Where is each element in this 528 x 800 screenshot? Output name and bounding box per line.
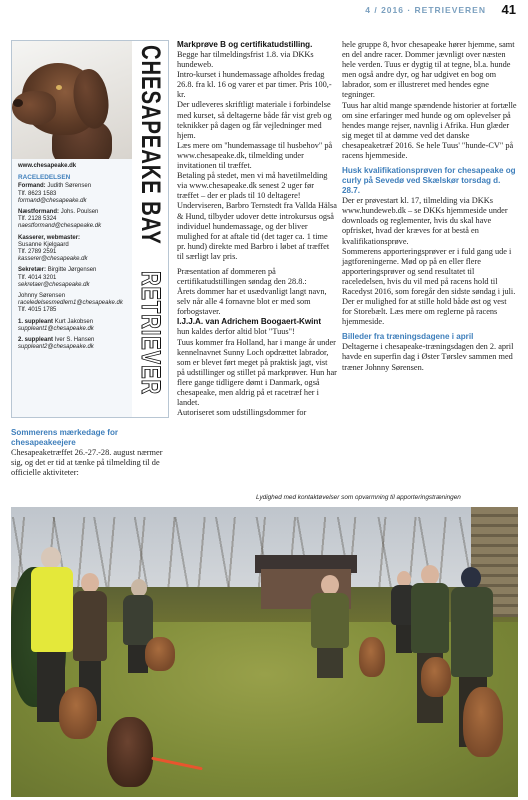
paragraph: Der er prøvestart kl. 17, tilmelding via DKKs www.hundeweb.dk – se DKKs hjemmeside under downloads og reglementer, hvis du skal have opfrisket, hvad der kræves for at bestå en kvalifikationsprøve. xyxy=(342,196,508,246)
paragraph: Betaling på stedet, men vi må havetilmelding via www.chesapeake.dk senest 2 uger før træffet – der er plads til 10 deltagere! Underviseren, Barbro Ternstedt fra Vallda Hälsa & Hund, tilbyder udover dette introkursus også individuel hundemassage, og der bliver mulighed for at aftale tid (det tager ca. 1 time pr. hund) direkte med Barbro i løbet af træffet til særligt lav pris. xyxy=(177,171,337,261)
paragraph: hun kaldes derfor altid blot "Tuus"! xyxy=(177,327,295,337)
paragraph: hele gruppe 8, hvor chesapeake hører hjemme, samt en del andre racer. Dommer jævnligt over næsten hele verden. Tuus er dygtig til at tegne, bl.a. hunde men også andre dyr, og har udgivet en bog om labrador, som er illustreret med hendes egne tegninger. xyxy=(342,40,515,100)
paragraph: Sommerens apporteringsprøver er i fuld gang ude i jagtforeningerne. Mød op på en eller flere apporteringsprøver og send resultatet til raceledelsen, hvis du vil med på racens hold til Racedyst 2016, som foregår den sidste søndag i juli. Der er mulighed for at stille hold både øst og vest for Storebælt. Læs mere om reglerne på racens hjemmeside. xyxy=(342,246,516,327)
page-number: 41 xyxy=(501,2,516,17)
contact-entry: Formand: Judith Sørensen Tlf. 8623 1583 formand@chesapeake.dk xyxy=(18,183,92,204)
contact-list xyxy=(18,163,134,355)
judge-name: I.J.J.A. van Adrichem Boogaert-Kwint xyxy=(177,317,322,327)
title-retriever: RETRIEVER xyxy=(136,271,167,396)
contact-entry: Johnny Sørensen raceledelsesmedlem1@chesapeake.dk Tlf. 4015 1785 xyxy=(18,293,123,314)
vertical-title xyxy=(132,41,168,417)
section-heading: Markprøve B og certifikatudstilling. xyxy=(177,40,313,49)
contact-entry: Næstformand: Johs. Poulsen Tlf. 2128 5324 naestformand@chesapeake.dk xyxy=(18,209,102,230)
retriever-dog xyxy=(107,717,153,787)
page-header xyxy=(0,0,528,20)
paragraph: Der udleveres skriftligt materiale i forbindelse med kurset, så deltagerne både får vist greb og teknikker på dagen og får vejledninger med hjem. xyxy=(177,100,332,140)
section-heading: Husk kvalifikationsprøven for chesapeake og curly på Sevedø ved Skælskør torsdag d. 28.7. xyxy=(342,166,516,196)
section-heading: Sommerens mærkedage for chesapeakeejere xyxy=(11,428,119,447)
paragraph: Autoriseret som udstillingsdommer for xyxy=(177,408,307,418)
contact-entry: Kasserer, webmaster: Susanne Kjelgaard Tlf. 2789 2591 kasserer@chesapeake.dk xyxy=(18,234,88,263)
retriever-dog xyxy=(421,657,451,697)
summer-dates-section xyxy=(11,428,169,478)
contact-entry: Sekretær: Birgitte Jørgensen Tlf. 4014 3201 sekretaer@chesapeake.dk xyxy=(18,267,97,288)
website-link[interactable]: www.chesapeake.dk xyxy=(18,163,77,169)
paragraph: Læs mere om "hundemassage til husbehov" på www.chesapeake.dk, tilmelding under invitationen til træffet. xyxy=(177,140,333,171)
title-chesapeake-bay: CHESAPEAKE BAY xyxy=(136,45,167,245)
paragraph: Intro-kurset i hundemassage afholdes fredag 26.8. fra kl. 16 og varer et par timer. Pris 100,- kr. xyxy=(177,70,332,100)
retriever-dog xyxy=(59,687,97,739)
retriever-dog xyxy=(359,637,385,677)
section-title: RACELEDELSEN xyxy=(18,174,71,182)
chesapeake-dog-portrait xyxy=(12,41,134,159)
paragraph: Tuus har altid mange spændende historier at fortælle om sine erfaringer med hunde og om oplevelser på hendes mange rejser, navnlig i Afrika. Hun glæder sig meget til at dømme ved det danske chesapeaketræf 2016. Se hele Tuus' "hunde-CV" på racens hjemmeside. xyxy=(342,100,517,161)
photo-caption: Lydighed med kontaktøvelser som opvarmning til apporteringstræningen xyxy=(256,494,461,501)
paragraph: Årets dommer har et usædvanligt langt navn, selv når alle 4 fornavne blot er med som forbogstaver. xyxy=(177,287,327,317)
retriever-dog xyxy=(463,687,503,757)
contact-entry: 2. suppleant Iver S. Hansen suppleant2@chesapeake.dk xyxy=(18,337,95,351)
paragraph: Deltagerne i chesapeake-træningsdagen den 2. april havde en superfin dag i Øster Tørslev sammen med træner Johnny Sørensen. xyxy=(342,342,514,372)
paragraph: Præsentation af dommeren på certifikatudstillingen søndag den 28.8.: xyxy=(177,266,307,287)
article-column-middle xyxy=(177,40,337,418)
club-info-box xyxy=(11,40,169,418)
article-column-right xyxy=(342,40,518,373)
paragraph: Tuus kommer fra Holland, har i mange år under kennelnavnet Sunny Loch opdrættet labrador, som er blevet ført meget på praktisk jagt, vist på udstillinger og stillet på markprøver. Hun har flere gange tidligere dømt i Danmark, også chesapeake, men aldrig på et racetræf her i landet. xyxy=(177,337,337,408)
contact-entry: 1. suppleant Kurt Jakobsen suppleant1@chesapeake.dk xyxy=(18,318,94,332)
issue-label: 4 / 2016 · RETRIEVEREN xyxy=(365,5,486,15)
paragraph: Begge har tilmeldingsfrist 1.8. via DKKs hundeweb. xyxy=(177,50,314,70)
training-day-photo xyxy=(11,507,518,797)
paragraph: Chesapeaketræffet 26.-27.-28. august nærmer sig, og det er tid at tænke på tilmelding til de officielle aktiviteter: xyxy=(11,448,163,478)
retriever-dog xyxy=(145,637,175,671)
section-heading: Billeder fra træningsdagene i april xyxy=(342,332,474,342)
